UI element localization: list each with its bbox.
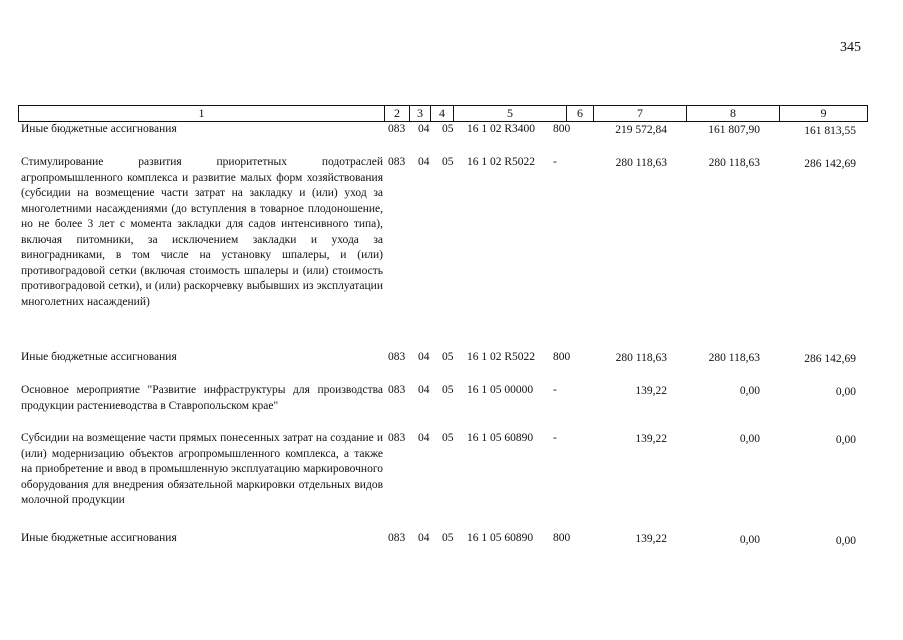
row-ved: 083 — [388, 123, 406, 135]
header-col-2: 2 — [385, 106, 410, 121]
row-vr: - — [553, 432, 557, 444]
row-value-col8: 0,00 — [739, 534, 760, 546]
row-description: Иные бюджетные ассигнования — [21, 351, 177, 363]
row-ved: 083 — [388, 532, 406, 544]
row-value-col9: 286 142,69 — [804, 353, 856, 365]
row-rz: 04 — [418, 432, 430, 444]
header-col-8: 8 — [687, 106, 780, 121]
row-description: Основное мероприятие "Развитие инфраструктуры для производства продукции растениеводства в Ставропольском крае" — [21, 384, 383, 412]
row-value-col7: 280 118,63 — [615, 157, 667, 169]
row-rz: 04 — [418, 123, 430, 135]
row-value-col8: 0,00 — [739, 385, 760, 397]
row-value-col7: 139,22 — [635, 533, 667, 545]
row-value-col7: 139,22 — [635, 433, 667, 445]
row-pr: 05 — [442, 123, 454, 135]
row-description: Иные бюджетные ассигнования — [21, 123, 177, 135]
row-rz: 04 — [418, 156, 430, 168]
row-value-col9: 0,00 — [835, 434, 856, 446]
row-description: Стимулирование развития приоритетных подотраслей агропромышленного комплекса и развитие малых форм хозяйствования (субсидии на возмещение части затрат на закладку и (или) уход за многолетними насаждениями (до вступления в товарное плодоношение, но не более 3 лет с момента закладки для садов интенсивного типа), включая питомники, за исключением закладки и ухода за виноградниками, в том числе на установку шпалеры, и (или) противоградовой сетки (включая стоимость шпалеры и (или) стоимость противоградовой сетки), и (или) раскорчевку выбывших из эксплуатации многолетних насаждений) — [21, 156, 383, 308]
row-rz: 04 — [418, 532, 430, 544]
header-col-4: 4 — [431, 106, 454, 121]
page-number: 345 — [840, 40, 861, 55]
header-col-6: 6 — [567, 106, 594, 121]
row-cs: 16 1 05 60890 — [467, 532, 534, 544]
row-vr: 800 — [553, 532, 571, 544]
row-cs: 16 1 02 R5022 — [467, 156, 536, 168]
row-value-col8: 161 807,90 — [708, 124, 760, 136]
row-pr: 05 — [442, 532, 454, 544]
row-ved: 083 — [388, 156, 406, 168]
row-vr: 800 — [553, 351, 571, 363]
row-value-col9: 0,00 — [835, 386, 856, 398]
row-value-col9: 286 142,69 — [804, 158, 856, 170]
row-cs: 16 1 02 R5022 — [467, 351, 536, 363]
header-col-1: 1 — [19, 106, 385, 121]
row-description: Иные бюджетные ассигнования — [21, 532, 177, 544]
row-cs: 16 1 05 60890 — [467, 432, 534, 444]
header-col-3: 3 — [410, 106, 431, 121]
header-col-9: 9 — [780, 106, 868, 121]
row-value-col8: 280 118,63 — [708, 157, 760, 169]
row-cs: 16 1 02 R3400 — [467, 123, 536, 135]
row-pr: 05 — [442, 384, 454, 396]
row-value-col8: 0,00 — [739, 433, 760, 445]
row-pr: 05 — [442, 156, 454, 168]
row-value-col8: 280 118,63 — [708, 352, 760, 364]
row-ved: 083 — [388, 384, 406, 396]
row-vr: - — [553, 156, 557, 168]
row-ved: 083 — [388, 351, 406, 363]
row-rz: 04 — [418, 384, 430, 396]
row-cs: 16 1 05 00000 — [467, 384, 534, 396]
row-ved: 083 — [388, 432, 406, 444]
row-vr: - — [553, 384, 557, 396]
row-rz: 04 — [418, 351, 430, 363]
header-col-5: 5 — [454, 106, 567, 121]
row-pr: 05 — [442, 432, 454, 444]
table-header — [18, 105, 868, 122]
row-value-col9: 161 813,55 — [804, 125, 856, 137]
row-vr: 800 — [553, 123, 571, 135]
row-value-col7: 139,22 — [635, 385, 667, 397]
header-col-7: 7 — [594, 106, 687, 121]
row-description: Субсидии на возмещение части прямых понесенных затрат на создание и (или) модернизацию объектов агропромышленного комплекса, а также на приобретение и ввод в промышленную эксплуатацию маркировочного оборудования для внедрения обязательной маркировки отдельных видов молочной продукции — [21, 432, 383, 506]
row-value-col7: 280 118,63 — [615, 352, 667, 364]
row-value-col7: 219 572,84 — [615, 124, 667, 136]
row-value-col9: 0,00 — [835, 535, 856, 547]
row-pr: 05 — [442, 351, 454, 363]
